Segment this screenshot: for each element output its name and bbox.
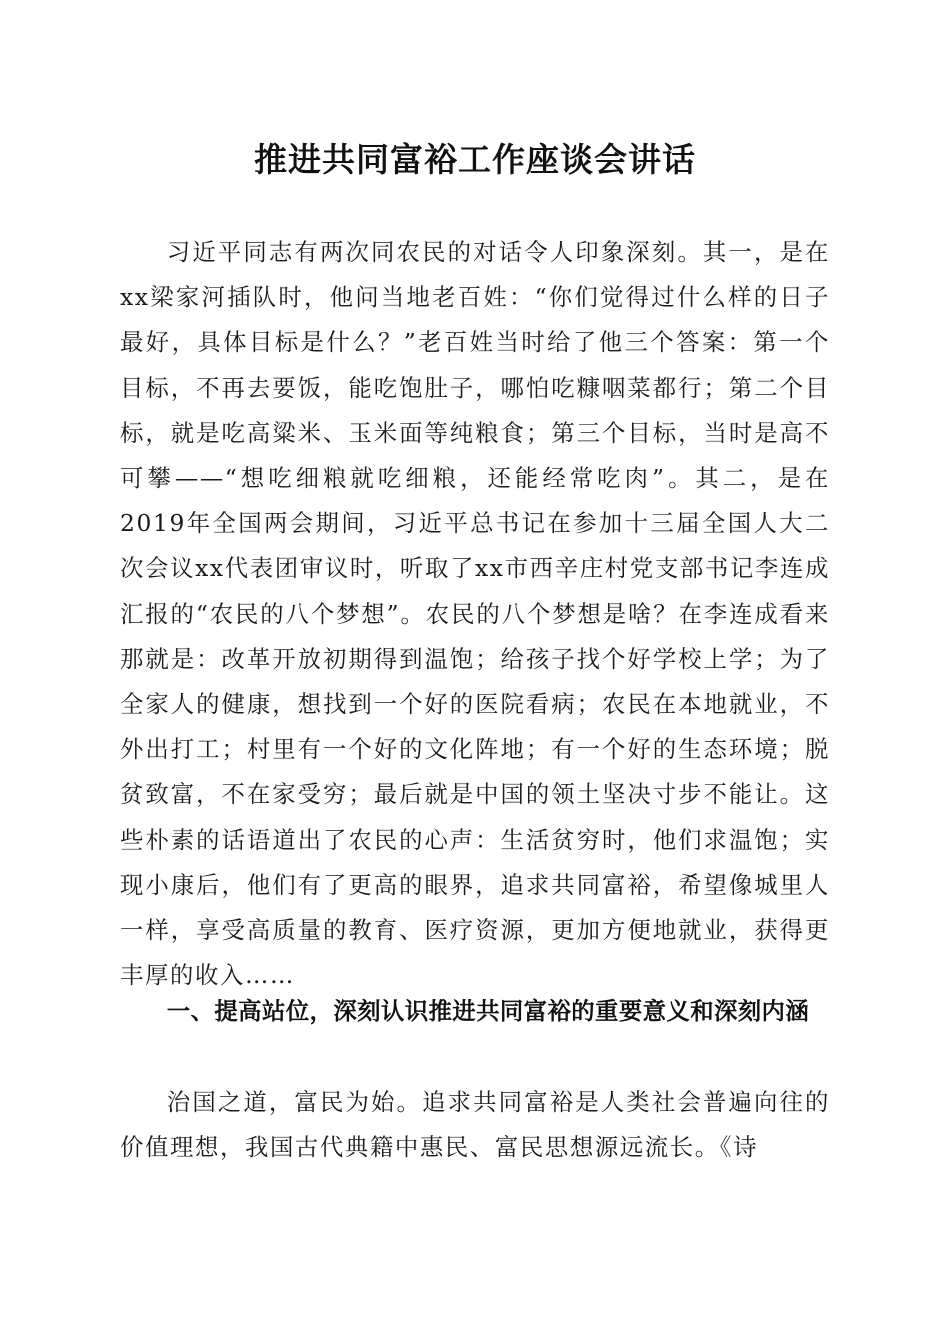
section-heading-1: 一、提高站位，深刻认识推进共同富裕的重要意义和深刻内涵 bbox=[166, 997, 810, 1025]
document-title: 推进共同富裕工作座谈会讲话 bbox=[254, 140, 696, 179]
body-paragraph-2: 治国之道，富民为始。追求共同富裕是人类社会普遍向往的价值理想，我国古代典籍中惠民、富民思想源远流长。《诗 bbox=[120, 1088, 830, 1162]
body-paragraph-1: 习近平同志有两次同农民的对话令人印象深刻。其一，是在xx梁家河插队时，他问当地老百姓：“你们觉得过什么样的日子最好，具体目标是什么？”老百姓当时给了他三个答案：第一个目标，不再去要饭，能吃饱肚子，哪怕吃糠咽菜都行；第二个目标，就是吃高粱米、玉米面等纯粮食；第三个目标，当时是高不可攀——“想吃细粮就吃细粮，还能经常吃肉”。其二，是在2019年全国两会期间，习近平总书记在参加十三届全国人大二次会议xx代表团审议时，听取了xx市西辛庄村党支部书记李连成汇报的“农民的八个梦想”。农民的八个梦想是啥？在李连成看来那就是：改革开放初期得到温饱；给孩子找个好学校上学；为了全家人的健康，想找到一个好的医院看病；农民在本地就业，不外出打工；村里有一个好的文化阵地；有一个好的生态环境；脱贫致富，不在家受穷；最后就是中国的领土坚决寸步不能让。这些朴素的话语道出了农民的心声：生活贫穷时，他们求温饱；实现小康后，他们有了更高的眼界，追求共同富裕，希望像城里人一样，享受高质量的教育、医疗资源，更加方便地就业，获得更丰厚的收入…… bbox=[120, 238, 830, 990]
